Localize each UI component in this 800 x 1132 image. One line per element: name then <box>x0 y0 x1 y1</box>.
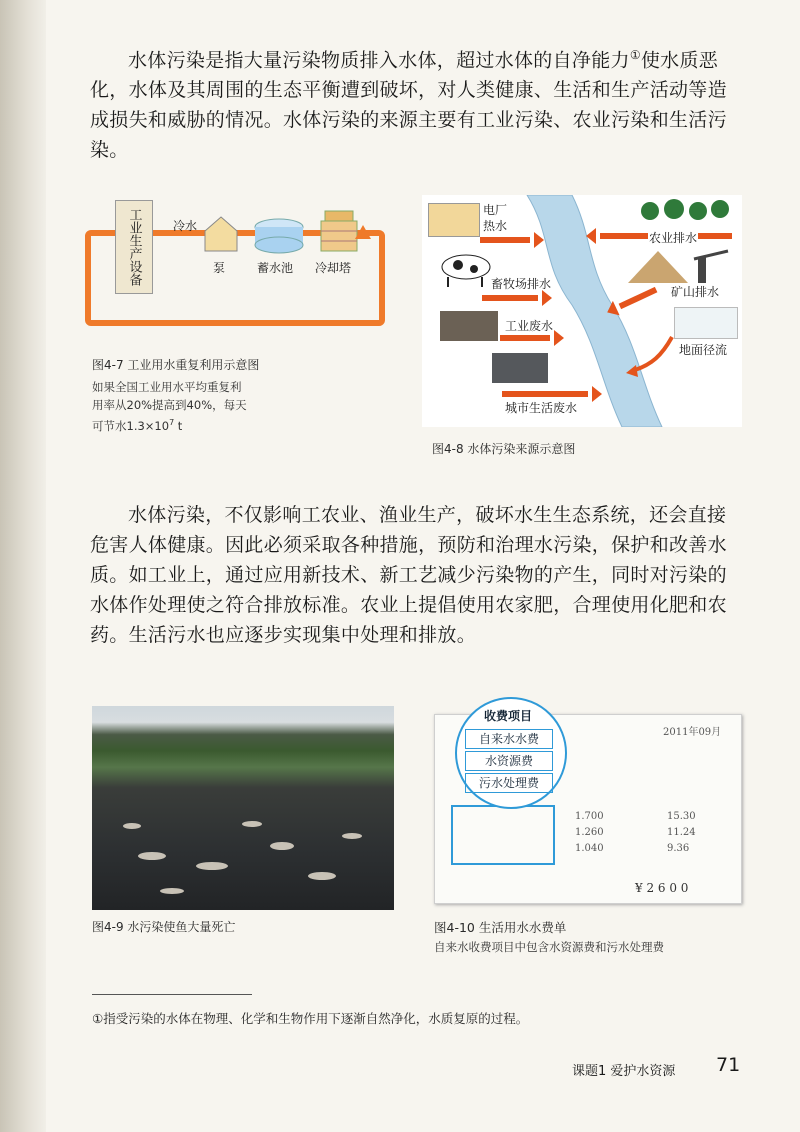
fee-items-title: 收费项目 <box>483 709 532 723</box>
industrial-equipment: 工业生产设备 <box>115 200 153 294</box>
paragraph-intro: 水体污染是指大量污染物质排入水体，超过水体的自净能力①使水质恶化，水体及其周围的生态平衡遭到破坏，对人类健康、生活和生产活动等造成损失和威胁的情况。水体污染的来源主要有工业污染、农业污染和生活污染。 <box>90 48 727 162</box>
running-head: 课题1 爱护水资源 <box>572 1064 676 1079</box>
figure-4-8-caption: 图4-8 水体污染来源示意图 <box>432 442 576 456</box>
bill-total: ¥ 2 6 0 0 <box>635 881 689 895</box>
footnote-divider <box>92 994 252 995</box>
city-image <box>492 353 548 383</box>
figure-industrial-water-reuse <box>85 195 395 325</box>
pump-label: 泵 <box>213 261 226 275</box>
flow-arrow-icon <box>355 225 371 245</box>
urban-arrow <box>502 391 588 397</box>
figure-4-9-caption: 图4-9 水污染使鱼大量死亡 <box>92 920 236 934</box>
figure-4-7-note: 如果全国工业用水平均重复利 用率从20%提高到40%，每天 可节水$1.3\times 10^7$ t <box>92 380 247 433</box>
factory-image <box>440 311 498 341</box>
fee-item: 水资源费 <box>465 751 553 771</box>
cow-icon <box>434 251 498 287</box>
crops-icon <box>636 199 736 227</box>
fee-items-magnifier <box>455 697 567 809</box>
water-bill-image: 2011年09月 1.700 1.260 1.040 15.30 11.24 9.36 ¥ 2 6 0 0 <box>434 714 742 904</box>
livestock-arrow <box>482 295 538 301</box>
agri-drain-label: 农业排水 <box>649 231 698 245</box>
paragraph-pollution-impact: 水体污染，不仅影响工农业、渔业生产，破坏水生生态系统，还会直接危害人体健康。因此必须采取各种措施，预防和治理水污染，保护和改善水质。如工业上，通过应用新技术、新工艺减少污染物的产生，同时对污染的水体作处理使之符合排放标准。农业上提倡使用农家肥，合理使用化肥和农药。生活污水也应逐步实现集中处理和排放。 <box>90 504 727 646</box>
mine-icon <box>628 247 738 283</box>
ground-image <box>674 307 738 339</box>
pump-icon <box>203 215 239 255</box>
page-number: 71 <box>716 1054 741 1076</box>
figure-4-10-caption: 图4-10 生活用水水费单 <box>434 920 567 935</box>
power-plant-label: 电厂 <box>483 203 508 217</box>
bill-highlight-box <box>451 805 555 865</box>
figure-4-10-note: 自来水收费项目中包含水资源费和污水处理费 <box>434 940 664 954</box>
hot-water-arrow <box>480 237 530 243</box>
cooling-tower-label: 冷却塔 <box>315 261 352 275</box>
hot-water-tank <box>428 203 480 237</box>
footnote: ①指受污染的水体在物理、化学和生物作用下逐渐自然净化，水质复原的过程。 <box>92 1011 529 1026</box>
cold-water-label: 冷水 <box>173 219 198 233</box>
livestock-label: 畜牧场排水 <box>491 277 552 291</box>
bill-date: 2011年09月 <box>663 727 722 738</box>
surface-runoff-label: 地面径流 <box>679 343 728 357</box>
industrial-wastewater-label: 工业废水 <box>505 319 554 333</box>
industrial-arrow <box>500 335 550 341</box>
reservoir-label: 蓄水池 <box>257 261 294 275</box>
urban-wastewater-label: 城市生活废水 <box>505 401 578 415</box>
fee-item: 污水处理费 <box>465 773 553 793</box>
book-spine-shadow <box>0 0 46 1132</box>
dead-fish-photo <box>92 706 394 910</box>
mine-drain-label: 矿山排水 <box>671 285 720 299</box>
runoff-arrow-icon <box>622 335 682 379</box>
footnote-ref: ① <box>629 48 641 62</box>
figure-4-7-caption: 图4-7 工业用水重复利用示意图 <box>92 358 260 372</box>
figure-pollution-sources <box>422 195 742 427</box>
fish-icon <box>92 706 394 910</box>
reservoir-icon <box>253 217 305 255</box>
hot-water-label: 热水 <box>483 219 508 233</box>
fee-item: 自来水水费 <box>465 729 553 749</box>
